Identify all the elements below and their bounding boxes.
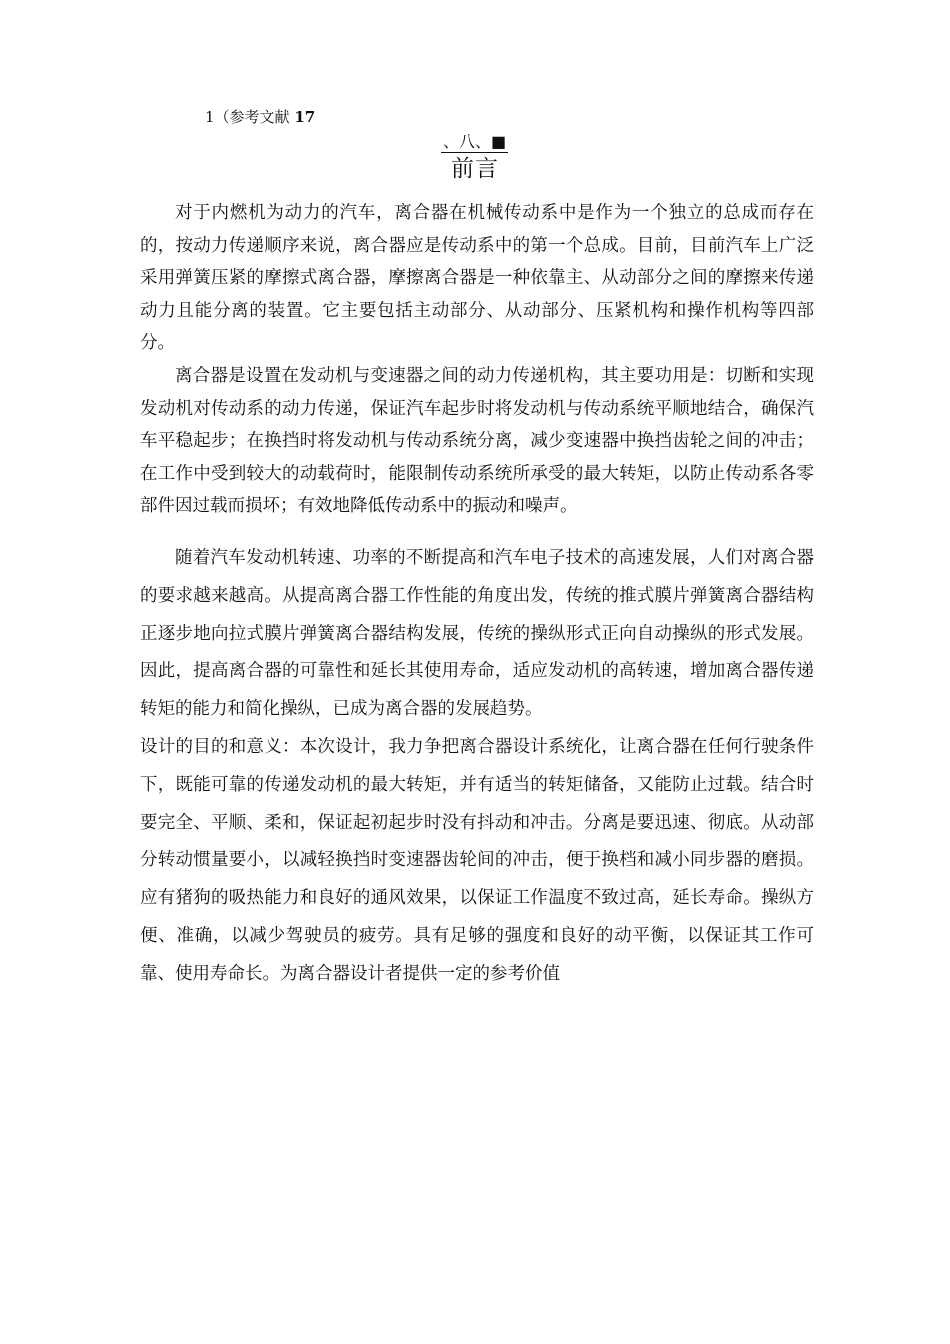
- paragraph-3: 随着汽车发动机转速、功率的不断提高和汽车电子技术的高速发展，人们对离合器的要求越来越高。从提高离合器工作性能的角度出发，传统的推式膜片弹簧离合器结构正逐步地向拉式膜片弹簧离合器结构发展，传统的操纵形式正向自动操纵的形式发展。因此，提高离合器的可靠性和延长其使用寿命，适应发动机的高转速，增加离合器传递转矩的能力和简化操纵，已成为离合器的发展趋势。: [140, 548, 814, 720]
- heading-fragment: 、八、■: [443, 132, 507, 151]
- body-block-intro: [140, 197, 814, 523]
- paragraph-1: 对于内燃机为动力的汽车，离合器在机械传动系中是作为一个独立的总成而存在的，按动力传递顺序来说，离合器应是传动系中的第一个总成。目前，目前汽车上广泛采用弹簧压紧的摩擦式离合器，摩擦离合器是一种依靠主、从动部分之间的摩擦来传递动力且能分离的装置。它主要包括主动部分、从动部分、压紧机构和操作机构等四部分。: [140, 203, 814, 354]
- paragraph-2: 离合器是设置在发动机与变速器之间的动力传递机构，其主要功用是：切断和实现发动机对传动系的动力传递，保证汽车起步时将发动机与传动系统平顺地结合，确保汽车平稳起步；在换挡时将发动机与传动系统分离，减少变速器中换挡齿轮之间的冲击；在工作中受到较大的动载荷时，能限制传动系统所承受的最大转矩，以防止传动系各零部件因过载而损坏；有效地降低传动系中的振动和噪声。: [140, 365, 814, 517]
- reference-note-number: 17: [294, 108, 316, 126]
- page-title: 前言: [451, 156, 499, 182]
- reference-note-prefix: 1（参考文献: [205, 108, 290, 126]
- paragraph-4: 设计的目的和意义：本次设计，我力争把离合器设计系统化，让离合器在任何行驶条件下，既能可靠的传递发动机的最大转矩，并有适当的转矩储备，又能防止过载。结合时要完全、平顺、柔和，保证起初起步时没有抖动和冲击。分离是要迅速、彻底。从动部分转动惯量要小，以减轻换挡时变速器齿轮间的冲击，便于换档和减小同步器的磨损。应有猪狗的吸热能力和良好的通风效果，以保证工作温度不致过高，延长寿命。操纵方便、准确，以减少驾驶员的疲劳。具有足够的强度和良好的动平衡，以保证其工作可靠、使用寿命长。为离合器设计者提供一定的参考价值: [140, 736, 814, 984]
- body-block-development: [140, 540, 814, 994]
- reference-note: [205, 108, 315, 126]
